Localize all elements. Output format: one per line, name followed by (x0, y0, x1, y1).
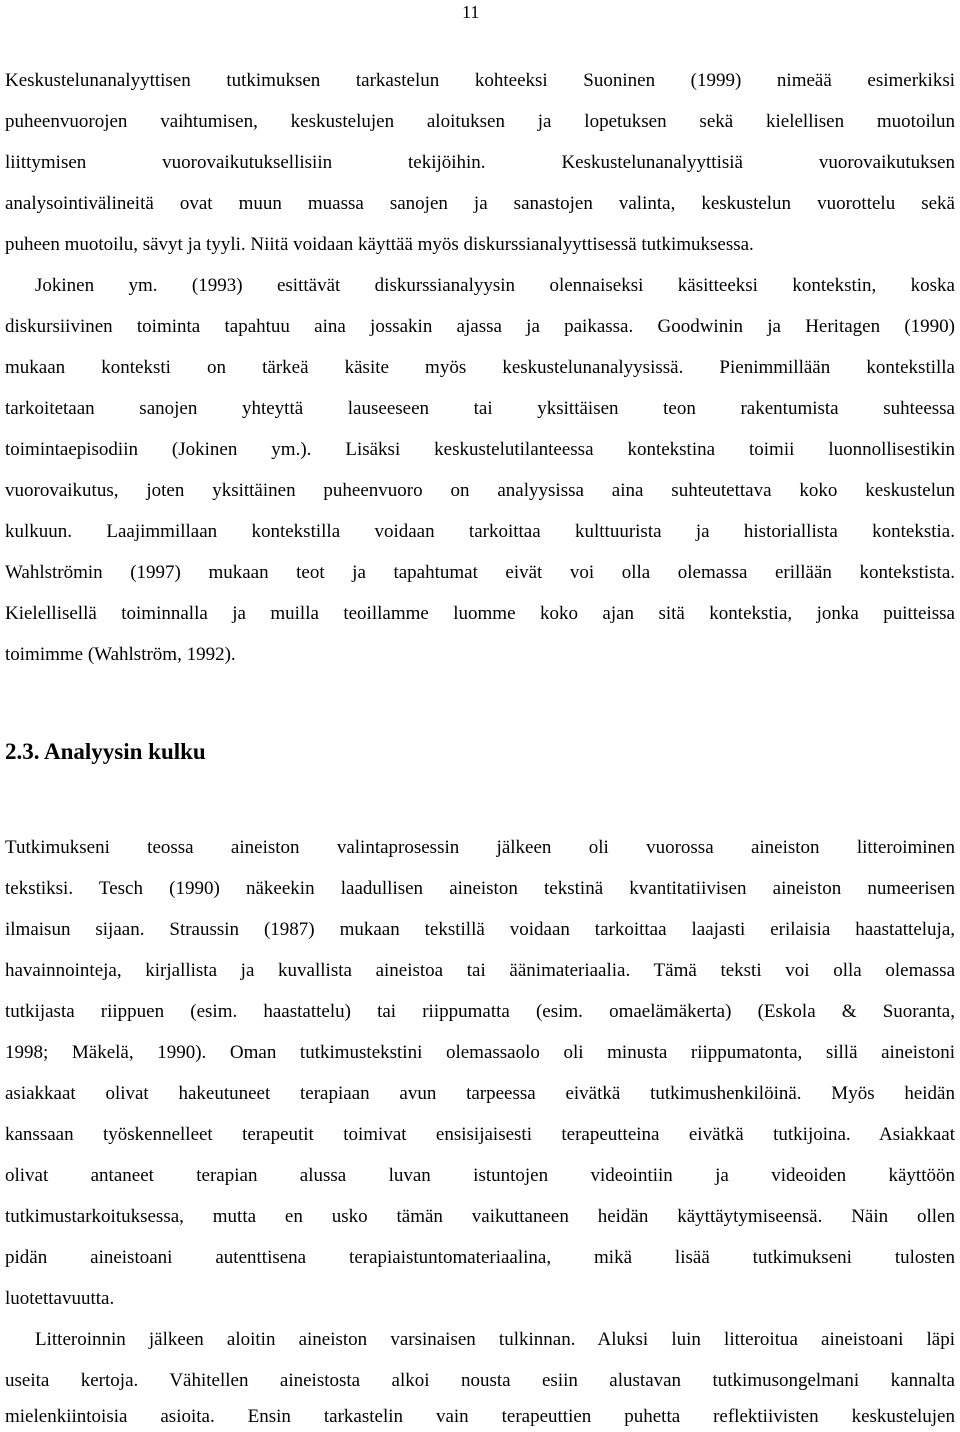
text-line: tutkijasta riippuen (esim. haastattelu) tai riippumatta (esim. omaelämäkerta) (Eskola & Suoranta, (5, 1001, 955, 1022)
text-line: pidän aineistoani autenttisena terapiaistuntomateriaalina, mikä lisää tutkimukseni tulosten (5, 1247, 955, 1268)
text-line: 1998; Mäkelä, 1990). Oman tutkimustekstini olemassaolo oli minusta riippumatonta, sillä aineistoni (5, 1042, 955, 1063)
text-line: Keskustelunanalyyttisen tutkimuksen tarkastelun kohteeksi Suoninen (1999) nimeää esimerkiksi (5, 70, 955, 91)
text-line: Kielellisellä toiminnalla ja muilla teoillamme luomme koko ajan sitä kontekstia, jonka puitteissa (5, 603, 955, 624)
text-line: liittymisen vuorovaikutuksellisiin tekijöihin. Keskustelunanalyyttisiä vuorovaikutuksen (5, 152, 955, 173)
text-line: Tutkimukseni teossa aineiston valintaprosessin jälkeen oli vuorossa aineiston litteroiminen (5, 837, 955, 858)
text-line: ilmaisun sijaan. Straussin (1987) mukaan tekstillä voidaan tarkoittaa laajasti erilaisia haastatteluja, (5, 919, 955, 940)
text-line: Jokinen ym. (1993) esittävät diskurssianalyysin olennaiseksi käsitteeksi kontekstin, koska (35, 275, 955, 296)
text-line: asiakkaat olivat hakeutuneet terapiaan avun tarpeessa eivätkä tutkimushenkilöinä. Myös heidän (5, 1083, 955, 1104)
text-line: Litteroinnin jälkeen aloitin aineiston varsinaisen tulkinnan. Aluksi luin litteroitua aineistoani läpi (35, 1329, 955, 1350)
text-line: mielenkiintoisia asioita. Ensin tarkastelin vain terapeuttien puhetta reflektiivisten keskustelujen (5, 1406, 955, 1427)
text-line: vuorovaikutus, joten yksittäinen puheenvuoro on analyysissa aina suhteutettava koko keskustelun (5, 480, 955, 501)
text-line: tarkoitetaan sanojen yhteyttä lauseeseen tai yksittäisen teon rakentumista suhteessa (5, 398, 955, 419)
text-line: Wahlströmin (1997) mukaan teot ja tapahtumat eivät voi olla olemassa erillään kontekstista. (5, 562, 955, 583)
text-line: puheenvuorojen vaihtumisen, keskustelujen aloituksen ja lopetuksen sekä kielellisen muotoilun (5, 111, 955, 132)
page-number: 11 (462, 2, 480, 22)
text-line: puheen muotoilu, sävyt ja tyyli. Niitä voidaan käyttää myös diskurssianalyyttisessä tutkimuksessa. (5, 234, 754, 255)
text-line: olivat antaneet terapian alussa luvan istuntojen videointiin ja videoiden käyttöön (5, 1165, 955, 1186)
text-line: kanssaan työskennelleet terapeutit toimivat ensisijaisesti terapeutteina eivätkä tutkijoina. Asiakkaat (5, 1124, 955, 1145)
section-heading: 2.3. Analyysin kulku (5, 739, 206, 764)
text-line: analysointivälineitä ovat muun muassa sanojen ja sanastojen valinta, keskustelun vuorottelu sekä (5, 193, 955, 214)
text-line: toimimme (Wahlström, 1992). (5, 644, 236, 665)
text-line: tekstiksi. Tesch (1990) näkeekin laadullisen aineiston tekstinä kvantitatiivisen aineiston numeerisen (5, 878, 955, 899)
text-line: kulkuun. Laajimmillaan kontekstilla voidaan tarkoittaa kulttuurista ja historiallista kontekstia. (5, 521, 955, 542)
text-line: diskursiivinen toiminta tapahtuu aina jossakin ajassa ja paikassa. Goodwinin ja Heritagen (1990) (5, 316, 955, 337)
text-line: toimintaepisodiin (Jokinen ym.). Lisäksi keskustelutilanteessa kontekstina toimii luonnollisestikin (5, 439, 955, 460)
text-line: useita kertoja. Vähitellen aineistosta alkoi nousta esiin alustavan tutkimusongelmani kannalta (5, 1370, 955, 1391)
text-line: havainnointeja, kirjallista ja kuvallista aineistoa tai äänimateriaalia. Tämä teksti voi olla olemassa (5, 960, 955, 981)
text-line: luotettavuutta. (5, 1288, 115, 1309)
text-line: tutkimustarkoituksessa, mutta en usko tämän vaikuttaneen heidän käyttäytymiseensä. Näin ollen (5, 1206, 955, 1227)
text-line: mukaan konteksti on tärkeä käsite myös keskustelunanalyysissä. Pienimmillään kontekstilla (5, 357, 955, 378)
